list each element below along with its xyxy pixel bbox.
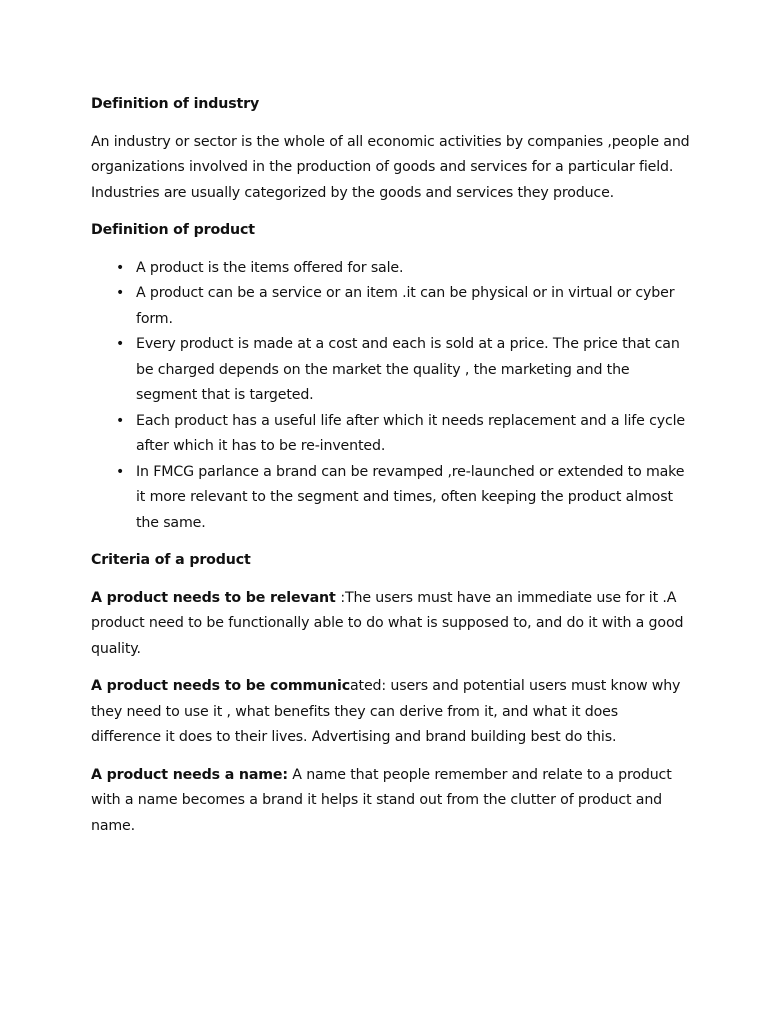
list-item-text: Every product is made at a cost and each is sold at a price. The price that can be charged depends on the market the quality , the marketing and the segment that is targeted. — [136, 336, 680, 403]
criteria-communicated-paragraph — [91, 674, 691, 751]
criteria-relevant-label: A product needs to be relevant — [91, 589, 341, 606]
criteria-name-label: A product needs a name: — [91, 766, 288, 783]
heading-criteria-product: Criteria of a product — [91, 552, 251, 568]
list-item-text: Each product has a useful life after which it needs replacement and a life cycle after which it has to be re-invented. — [136, 412, 686, 454]
list-item-text: A product can be a service or an item .it can be physical or in virtual or cyber form. — [136, 285, 675, 327]
criteria-communicated-label: A product needs to be communic — [91, 678, 350, 694]
criteria-name-paragraph — [91, 763, 691, 840]
list-item — [91, 281, 691, 332]
criteria-relevant-text: :The users must have an immediate use for it .A product need to be functionally able to do what is supposed to, and do it with a good quality. — [91, 589, 684, 657]
product-bullet-list — [91, 256, 691, 537]
bullet-icon: • — [116, 463, 125, 480]
document-body — [91, 92, 691, 851]
bullet-icon: • — [116, 259, 125, 276]
bullet-icon: • — [116, 336, 125, 352]
paragraph-industry-definition: An industry or sector is the whole of all economic activities by companies ,people and organizations involved in the production of goods and services for a particular field. Industries are usually categorized by the goods and services they produce. — [91, 133, 690, 201]
criteria-relevant-paragraph — [91, 586, 691, 663]
criteria-communicated-text: ated: users and potential users must know why they need to use it , what benefits they can derive from it, and what it does difference it does to their lives. Advertising and brand building best do this. — [91, 678, 681, 745]
list-item-text: In FMCG parlance a brand can be revamped ,re-launched or extended to make it more relevant to the segment and times, often keeping the product almost the same. — [136, 463, 685, 531]
heading-definition-industry: Definition of industry — [91, 96, 260, 112]
list-item — [91, 409, 691, 460]
criteria-name-text: A name that people remember and relate to a product with a name becomes a brand it helps it stand out from the clutter of product and name. — [91, 766, 672, 834]
list-item — [91, 332, 691, 409]
list-item — [91, 256, 691, 282]
bullet-icon: • — [116, 412, 125, 429]
list-item — [91, 460, 691, 537]
bullet-icon: • — [116, 285, 125, 301]
heading-definition-product: Definition of product — [91, 222, 255, 238]
list-item-text: A product is the items offered for sale. — [136, 259, 404, 276]
